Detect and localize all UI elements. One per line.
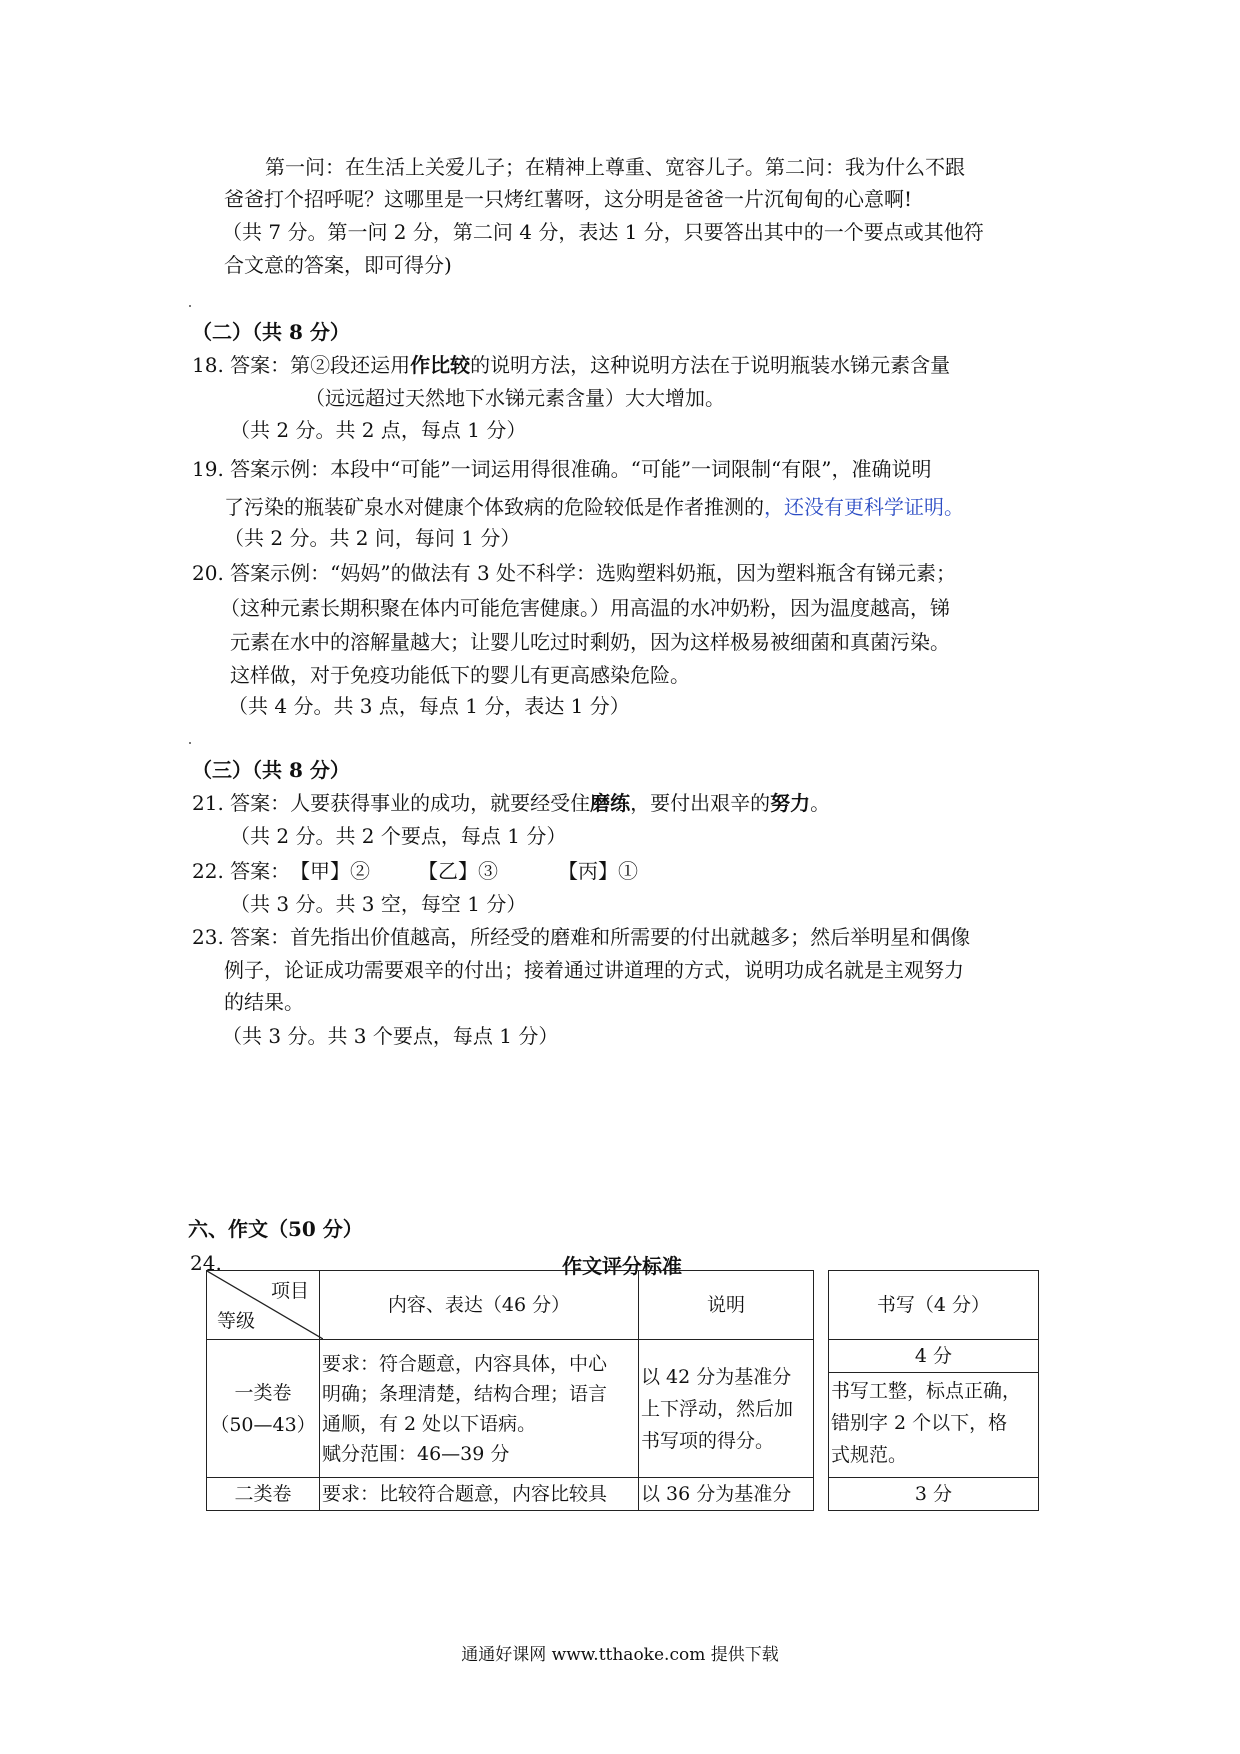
grade-1-content-line: 明确；条理清楚，结构合理；语言 bbox=[322, 1382, 608, 1405]
footer-credit: 通通好课网 www.tthaoke.com 提供下载 bbox=[461, 1645, 779, 1665]
q23-line-3: 的结果。 bbox=[224, 990, 304, 1014]
q19-line-2 bbox=[224, 493, 964, 521]
intro-line-1: 第一问：在生活上关爱儿子；在精神上尊重、宽容儿子。第二问：我为什么不跟 bbox=[265, 155, 965, 179]
q23-score: （共 3 分。共 3 个要点，每点 1 分） bbox=[222, 1024, 559, 1048]
section-3-heading: （三）（共 8 分） bbox=[192, 758, 350, 782]
q19-line-1: 19. 答案示例：本段中“可能”一词运用得很准确。“可能”一词限制“有限”，准确说明 bbox=[192, 457, 932, 481]
corner-bottom-label: 等级 bbox=[217, 1310, 256, 1332]
header-note: 说明 bbox=[639, 1271, 814, 1340]
margin-dot bbox=[189, 305, 191, 307]
q18-line-2: （远远超过天然地下水锑元素含量）大大增加。 bbox=[305, 386, 725, 410]
grade-1-note bbox=[639, 1340, 814, 1478]
grade-1-writing bbox=[829, 1340, 1039, 1478]
grade-2-name: 二类卷 bbox=[207, 1478, 320, 1511]
q23-line-2: 例子，论证成功需要艰辛的付出；接着通过讲道理的方式，说明功成名就是主观努力 bbox=[224, 958, 964, 982]
q19-text-b: ，还没有更科学证明。 bbox=[764, 495, 964, 519]
question-24-number: 24. bbox=[190, 1251, 222, 1275]
intro-line-4: 合文意的答案，即可得分) bbox=[224, 253, 452, 277]
q23-line-1: 23. 答案：首先指出价值越高，所经受的磨难和所需要的付出就越多；然后举明星和偶像 bbox=[192, 925, 971, 949]
column-gap bbox=[814, 1271, 829, 1511]
grade-1-content-line: 通顺，有 2 处以下语病。 bbox=[322, 1412, 537, 1435]
q18-text-b: 的说明方法，这种说明方法在于说明瓶装水锑元素含量 bbox=[470, 353, 951, 377]
header-writing: 书写（4 分） bbox=[829, 1271, 1039, 1340]
q20-line-3: 元素在水中的溶解量越大；让婴儿吃过时剩奶，因为这样极易被细菌和真菌污染。 bbox=[230, 630, 950, 654]
grade-1-note-line: 书写项的得分。 bbox=[641, 1429, 775, 1452]
grade-1-writing-line: 式规范。 bbox=[831, 1444, 908, 1466]
grade-1-range: （50—43） bbox=[210, 1413, 316, 1436]
q21-text-c: 。 bbox=[810, 791, 831, 815]
q21-text-a: 21. 答案：人要获得事业的成功，就要经受住 bbox=[192, 791, 591, 815]
q20-line-2: （这种元素长期积聚在体内可能危害健康。）用高温的水冲奶粉，因为温度越高，锑 bbox=[220, 596, 950, 620]
q21-bold-1: 磨练 bbox=[590, 791, 631, 815]
corner-header-cell bbox=[207, 1271, 320, 1340]
grade-1-content-line: 要求：符合题意，内容具体，中心 bbox=[322, 1352, 608, 1375]
q22-score: （共 3 分。共 3 空，每空 1 分） bbox=[230, 892, 527, 916]
grade-1-writing-score: 4 分 bbox=[829, 1340, 1038, 1373]
margin-dot bbox=[189, 742, 191, 744]
q22-yi: 【乙】③ bbox=[418, 859, 498, 883]
grade-1-note-line: 以 42 分为基准分 bbox=[641, 1365, 792, 1388]
intro-line-2: 爸爸打个招呼呢？这哪里是一只烤红薯呀，这分明是爸爸一片沉甸甸的心意啊! bbox=[224, 187, 913, 211]
q20-line-1: 20. 答案示例：“妈妈”的做法有 3 处不科学：选购塑料奶瓶，因为塑料瓶含有锑元素； bbox=[192, 561, 957, 585]
grade-1-content bbox=[320, 1340, 639, 1478]
intro-line-3: （共 7 分。第一问 2 分，第二问 4 分，表达 1 分，只要答出其中的一个要点或其他符 bbox=[222, 220, 984, 244]
header-content: 内容、表达（46 分） bbox=[320, 1271, 639, 1340]
q19-text-a: 了污染的瓶装矿泉水对健康个体致病的危险较低是作者推测的 bbox=[224, 495, 764, 519]
grade-1-note-line: 上下浮动，然后加 bbox=[641, 1397, 794, 1420]
q21-bold-2: 努力 bbox=[770, 791, 811, 815]
grade-1-cell bbox=[207, 1340, 320, 1478]
q18-bold: 作比较 bbox=[410, 353, 471, 377]
q18-line-1 bbox=[192, 351, 950, 379]
q22-jia: 【甲】② bbox=[290, 859, 370, 883]
table-header-row bbox=[207, 1271, 1039, 1340]
grade-1-writing-line: 错别字 2 个以下，格 bbox=[831, 1412, 1008, 1434]
q20-line-4: 这样做，对于免疫功能低下的婴儿有更高感染危险。 bbox=[230, 663, 690, 687]
q21-text-b: ，要付出艰辛的 bbox=[630, 791, 771, 815]
section-6-heading: 六、作文（50 分） bbox=[188, 1217, 363, 1241]
q18-text-a: 18. 答案：第②段还运用 bbox=[192, 353, 411, 377]
q22-label: 22. 答案： bbox=[192, 859, 291, 883]
grade-2-note: 以 36 分为基准分 bbox=[639, 1478, 814, 1511]
grade-1-name: 一类卷 bbox=[234, 1381, 292, 1404]
q19-score: （共 2 分。共 2 问，每问 1 分） bbox=[224, 526, 521, 550]
grade-2-writing-score: 3 分 bbox=[829, 1478, 1039, 1511]
q18-score: （共 2 分。共 2 点，每点 1 分） bbox=[230, 418, 527, 442]
q21-score: （共 2 分。共 2 个要点，每点 1 分） bbox=[230, 824, 567, 848]
section-2-heading: （二）（共 8 分） bbox=[192, 320, 350, 344]
q21-line-1 bbox=[192, 789, 830, 817]
grade-2-content: 要求：比较符合题意，内容比较具 bbox=[320, 1478, 639, 1511]
q22-bing: 【丙】① bbox=[558, 859, 638, 883]
grading-table bbox=[206, 1270, 1039, 1511]
grade-1-writing-desc bbox=[829, 1373, 1038, 1477]
table-title: 作文评分标准 bbox=[562, 1254, 682, 1278]
grade-1-writing-line: 书写工整，标点正确， bbox=[831, 1380, 1022, 1402]
table-row-grade-2 bbox=[207, 1478, 1039, 1511]
grade-1-content-line: 赋分范围：46—39 分 bbox=[322, 1442, 510, 1465]
q20-score: （共 4 分。共 3 点，每点 1 分，表达 1 分） bbox=[228, 694, 630, 718]
table-row-grade-1 bbox=[207, 1340, 1039, 1478]
corner-top-label: 项目 bbox=[270, 1280, 309, 1302]
